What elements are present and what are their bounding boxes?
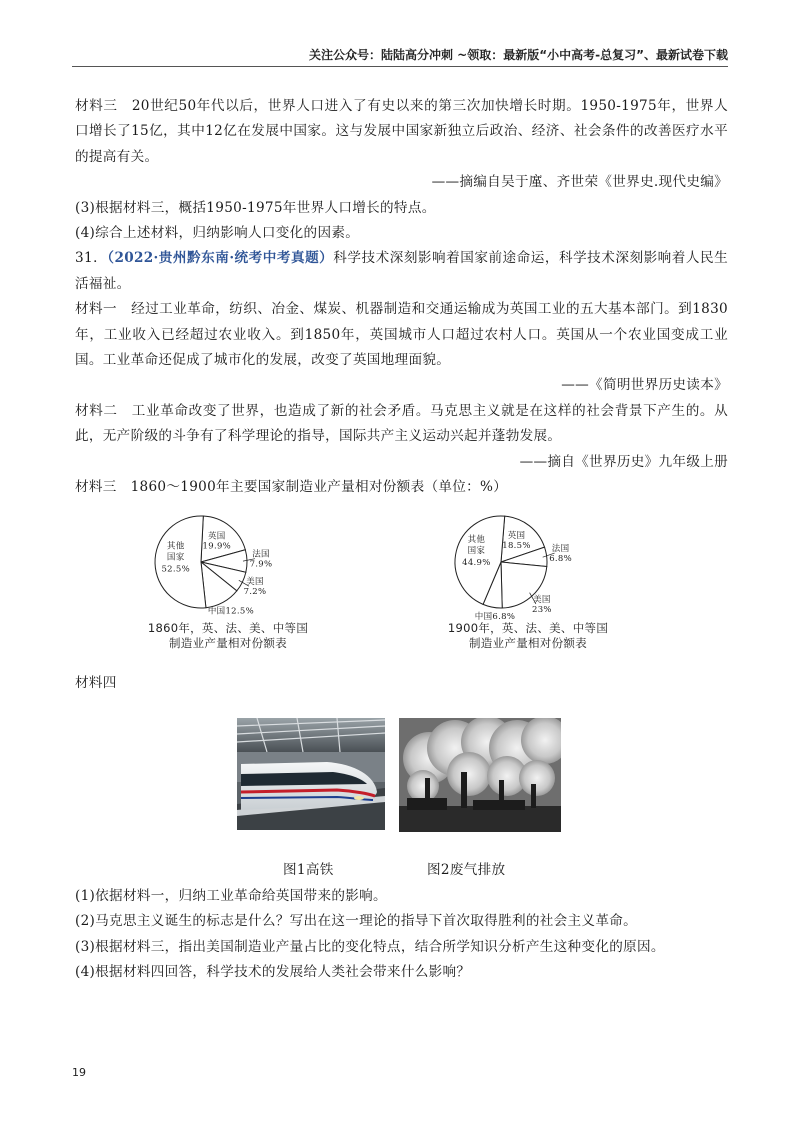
pie-label-china bbox=[208, 605, 254, 616]
page-content bbox=[75, 94, 728, 986]
pie-label-name: 国家 bbox=[166, 552, 185, 563]
pie-label-value: 7.2% bbox=[243, 586, 267, 597]
q30-question4: (4)综合上述材料，归纳影响人口变化的因素。 bbox=[75, 225, 360, 242]
pie-label-value: 6.8% bbox=[549, 553, 572, 564]
q31-material2-source: ——摘自《世界历史》九年级上册 bbox=[519, 453, 728, 470]
q30-question3: (3)根据材料三，概括1950-1975年世界人口增长的特点。 bbox=[75, 199, 436, 216]
pie-chart-1860-svg bbox=[133, 507, 323, 625]
pie-chart-1860-title-line2: 制造业产量相对份额表 bbox=[169, 635, 287, 650]
pie-label-name-value: 中国12.5% bbox=[207, 605, 254, 616]
q31-material1-source: ——《简明世界历史读本》 bbox=[561, 377, 728, 394]
material4-photos bbox=[75, 718, 728, 858]
q31-number: 31． bbox=[75, 250, 108, 267]
pie-chart-1900-svg bbox=[433, 507, 623, 625]
q30-material3-source: ——摘编自吴于廑、齐世荣《世界史.现代史编》 bbox=[431, 174, 728, 191]
figure2-caption: 图2废气排放 bbox=[427, 861, 506, 878]
pie-label-name: 美国 bbox=[533, 594, 551, 605]
pie-label-value: 23% bbox=[532, 604, 552, 615]
q31-material2: 材料二 工业革命改变了世界，也造成了新的社会矛盾。马克思主义就是在这样的社会背景下产生的。从此，无产阶级的斗争有了科学理论的指导，国际共产主义运动兴起并蓬勃发展。 bbox=[75, 402, 728, 445]
q31-source-tag: （2022·贵州黔东南·统考中考真题） bbox=[107, 250, 334, 267]
pie-label-value: 52.5% bbox=[161, 564, 190, 575]
pie-label-name: 其他 bbox=[467, 534, 486, 545]
high-speed-train-photo bbox=[237, 718, 385, 830]
q31-question1: (1)依据材料一，归纳工业革命给英国带来的影响。 bbox=[75, 887, 387, 904]
pie-chart-1860-title-line1: 1860年，英、法、美、中等国 bbox=[147, 620, 309, 635]
q30-material3: 材料三 20世纪50年代以后，世界人口进入了有史以来的第三次加快增长时期。1950-1975年，世界人口增长了15亿，其中12亿在发展中国家。这与发展中国家新独立后政治、经济、社会条件的改善医疗水平的提高有关。 bbox=[75, 98, 728, 165]
pie-label-name: 其他 bbox=[166, 541, 185, 552]
pie-chart-1900 bbox=[433, 507, 623, 657]
q31-question2: (2)马克思主义诞生的标志是什么？写出在这一理论的指导下首次取得胜利的社会主义革命。 bbox=[75, 913, 638, 930]
page-header: 关注公众号：陆陆高分冲刺 ~领取：最新版“小中高考-总复习”、最新试卷下载 bbox=[309, 48, 728, 62]
pie-label-value: 18.5% bbox=[502, 540, 531, 551]
q31-intro: 科学技术深刻影响着国家前途命运，科学技术深刻影响着人民生活福祉。 bbox=[75, 250, 728, 292]
pie-label-value: 44.9% bbox=[462, 557, 491, 568]
pie-label-name-value: 中国6.8% bbox=[474, 611, 516, 622]
pie-label-name: 美国 bbox=[246, 576, 264, 587]
exhaust-emission-photo bbox=[399, 718, 561, 832]
pie-label-name: 法国 bbox=[551, 543, 570, 554]
header-rule bbox=[72, 66, 728, 67]
photo-captions bbox=[75, 858, 728, 884]
pie-charts bbox=[75, 507, 728, 665]
pie-label-name: 法国 bbox=[252, 549, 270, 560]
pie-chart-1900-title-line2: 制造业产量相对份额表 bbox=[469, 635, 587, 650]
q31-material3: 材料三 1860～1900年主要国家制造业产量相对份额表（单位：%） bbox=[75, 479, 508, 496]
page-number: 19 bbox=[72, 1066, 86, 1079]
figure1-caption: 图1高铁 bbox=[283, 861, 334, 878]
q31-material4: 材料四 bbox=[75, 674, 117, 691]
q31-material1: 材料一 经过工业革命，纺织、冶金、煤炭、机器制造和交通运输成为英国工业的五大基本部门。到1830年，工业收入已经超过农业收入。到1850年，英国城市人口超过农村人口。英国从一个农业国变成工业国。工业革命还促成了城市化的发展，改变了英国地理面貌。 bbox=[75, 301, 728, 369]
pie-label-name: 国家 bbox=[467, 545, 486, 556]
pie-label-name: 英国 bbox=[207, 530, 226, 541]
pie-label-name: 英国 bbox=[507, 530, 526, 541]
pie-label-usa bbox=[530, 592, 552, 614]
pie-label-value: 7.9% bbox=[249, 559, 273, 570]
pie-label-value: 19.9% bbox=[202, 540, 232, 551]
pie-chart-1860 bbox=[133, 507, 323, 657]
q31-question4: (4)根据材料四回答，科学技术的发展给人类社会带来什么影响？ bbox=[75, 964, 471, 981]
q31-stem bbox=[75, 246, 728, 297]
q31-question3: (3)根据材料三，指出美国制造业产量占比的变化特点，结合所学知识分析产生这种变化的原因。 bbox=[75, 938, 665, 955]
pie-chart-1900-title-line1: 1900年，英、法、美、中等国 bbox=[447, 620, 609, 635]
